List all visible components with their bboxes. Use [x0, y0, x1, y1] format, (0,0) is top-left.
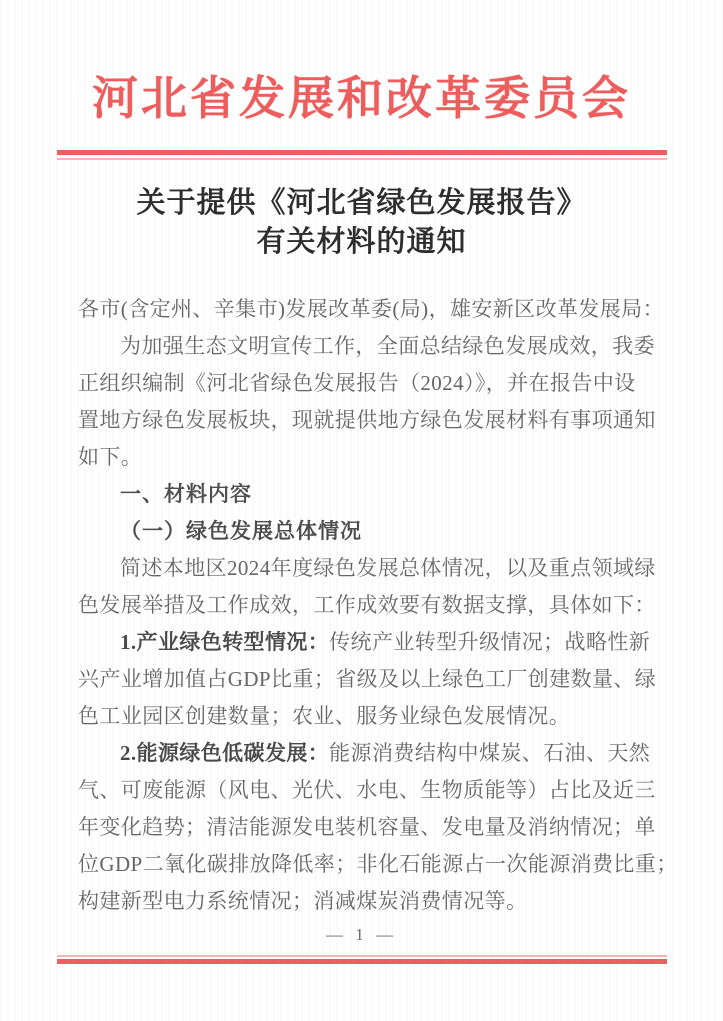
letterhead-rule-thin — [57, 158, 667, 160]
body-line — [78, 476, 658, 513]
body-line — [78, 661, 658, 698]
body-line-text: 各市(含定州、辛集市)发展改革委(局)，雄安新区改革发展局： — [78, 297, 664, 321]
body-line — [78, 402, 658, 439]
letterhead-rule-thick — [57, 150, 667, 155]
body-line — [78, 624, 658, 661]
body-line — [78, 513, 658, 550]
body-line-text: 为加强生态文明宣传工作，全面总结绿色发展成效，我委 — [120, 334, 655, 358]
document-title-line-2: 有关材料的通知 — [256, 226, 467, 258]
document-title — [0, 184, 723, 262]
body-line — [78, 883, 658, 920]
footer-rule-thin — [57, 955, 667, 957]
body-line — [78, 550, 658, 587]
body-line — [78, 291, 664, 328]
body-line-text: 色工业园区创建数量；农业、服务业绿色发展情况。 — [78, 704, 571, 728]
body-line-text: 能源消费结构中煤炭、石油、天然 — [329, 741, 651, 765]
page-number: — 1 — — [326, 925, 397, 944]
document-title-line-1: 关于提供《河北省绿色发展报告》 — [136, 187, 587, 219]
body-line — [78, 365, 658, 402]
body-line-text: 如下。 — [78, 445, 143, 469]
body-line-text: 置地方绿色发展板块，现就提供地方绿色发展材料有事项通知 — [78, 408, 656, 432]
body-line — [78, 439, 658, 476]
body-line-text: 正组织编制《河北省绿色发展报告（2024）》，并在报告中设 — [78, 371, 636, 395]
body-line — [78, 328, 658, 365]
body-line-lead: 2.能源绿色低碳发展： — [120, 741, 330, 765]
body-line-lead: 1.产业绿色转型情况： — [120, 630, 330, 654]
body-line-text: 年变化趋势；清洁能源发电装机容量、发电量及消纳情况；单 — [78, 815, 656, 839]
body-line-text: 位GDP二氧化碳排放降低率；非化石能源占一次能源消费比重； — [78, 852, 678, 876]
body-line — [78, 698, 658, 735]
body-line-text: 构建新型电力系统情况；消减煤炭消费情况等。 — [78, 889, 528, 913]
footer-rule-thick — [57, 959, 667, 964]
body-line-text: 色发展举措及工作成效，工作成效要有数据支撑，具体如下： — [78, 593, 656, 617]
body-line-text: 简述本地区2024年度绿色发展总体情况，以及重点领域绿 — [120, 556, 656, 580]
body-line — [78, 772, 658, 809]
body-line — [78, 587, 658, 624]
body-line — [78, 809, 658, 846]
body-line-text: 兴产业增加值占GDP比重；省级及以上绿色工厂创建数量、绿 — [78, 667, 657, 691]
body-line-text: （一）绿色发展总体情况 — [120, 519, 362, 543]
body-line-text: 气、可废能源（风电、光伏、水电、生物质能等）占比及近三 — [78, 778, 656, 802]
body-line-text: 一、材料内容 — [120, 483, 252, 506]
body-line — [78, 846, 678, 883]
body-line — [78, 735, 658, 772]
document-body — [78, 291, 678, 920]
body-line-text: 传统产业转型升级情况；战略性新 — [329, 630, 651, 654]
letterhead-org-name: 河北省发展和改革委员会 — [92, 73, 631, 124]
